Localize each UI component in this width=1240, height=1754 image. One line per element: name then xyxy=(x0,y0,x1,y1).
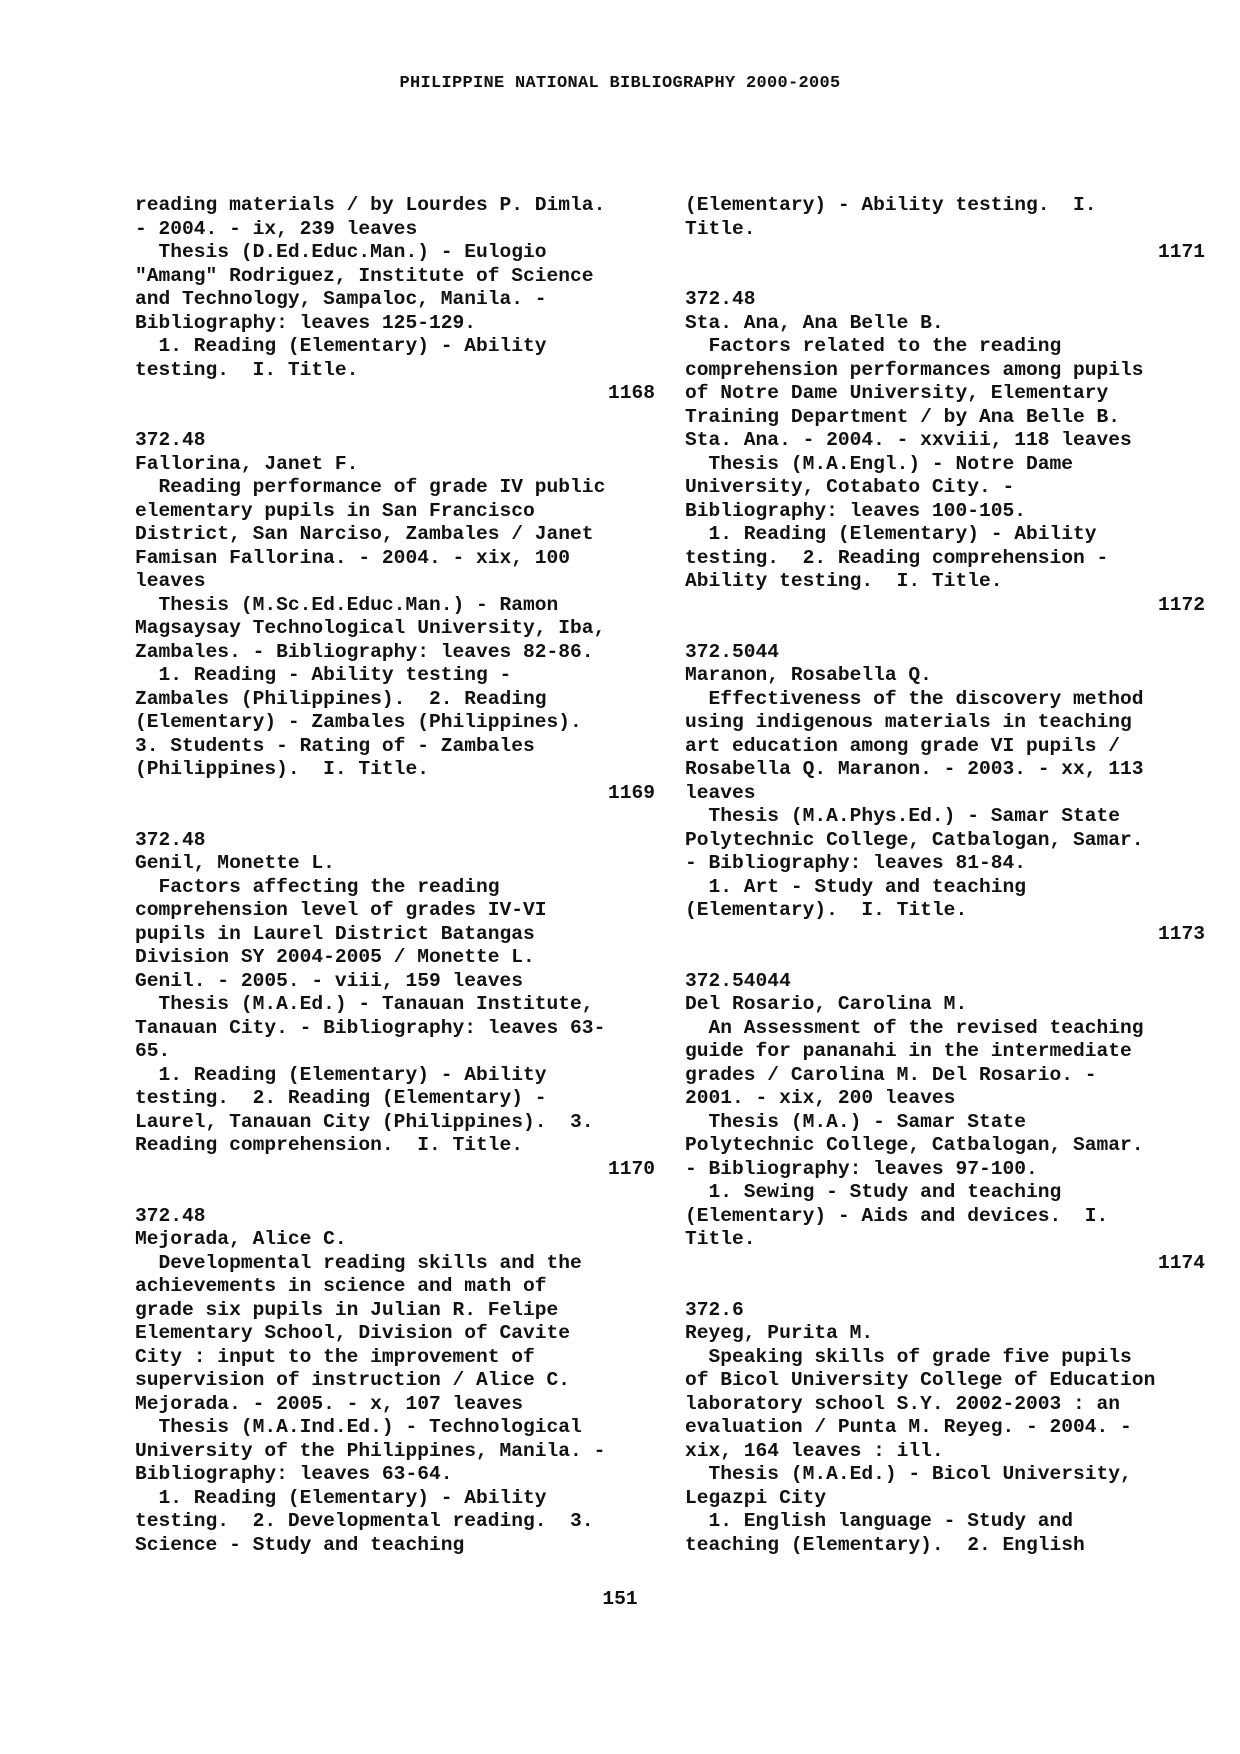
text-line: of Notre Dame University, Elementary xyxy=(685,382,1109,404)
text-line: Factors related to the reading xyxy=(685,335,1062,357)
text-line: Thesis (M.A.Ind.Ed.) - Technological xyxy=(135,1416,582,1438)
text-line: 372.48 xyxy=(135,429,206,451)
text-line: Genil, Monette L. xyxy=(135,852,335,874)
text-line: testing. I. Title. xyxy=(135,358,359,381)
text-line xyxy=(135,406,655,430)
text-line: evaluation / Punta M. Reyeg. - 2004. - xyxy=(685,1416,1132,1438)
text-line: (Elementary) - Ability testing. I. xyxy=(685,194,1097,216)
text-line xyxy=(685,617,1205,641)
text-line: (Philippines). I. Title. xyxy=(135,758,429,780)
text-line: Bibliography: leaves 100-105. xyxy=(685,499,1026,522)
text-line: Laurel, Tanauan City (Philippines). 3. xyxy=(135,1110,594,1133)
left-column xyxy=(135,194,655,1557)
text-line: Bibliography: leaves 63-64. xyxy=(135,1463,453,1485)
text-line: 372.6 xyxy=(685,1298,744,1321)
text-line: City : input to the improvement of xyxy=(135,1345,535,1368)
text-line: Polytechnic College, Catbalogan, Samar. xyxy=(685,1134,1144,1156)
text-line: comprehension performances among pupils xyxy=(685,358,1144,381)
text-line: Mejorada, Alice C. xyxy=(135,1228,347,1250)
text-line: 65. xyxy=(135,1040,171,1062)
text-line: 1. Reading (Elementary) - Ability xyxy=(135,1063,547,1086)
text-line: Thesis (M.A.Phys.Ed.) - Samar State xyxy=(685,805,1121,827)
entry-number: 1171 xyxy=(1157,241,1205,263)
text-line: "Amang" Rodriguez, Institute of Science xyxy=(135,264,594,287)
text-line: reading materials / by Lourdes P. Dimla. xyxy=(135,194,606,216)
text-line: elementary pupils in San Francisco xyxy=(135,499,535,522)
text-line: testing. 2. Reading (Elementary) - xyxy=(135,1087,547,1109)
text-line: grade six pupils in Julian R. Felipe xyxy=(135,1298,559,1321)
text-line: 3. Students - Rating of - Zambales xyxy=(135,734,535,757)
text-line: Mejorada. - 2005. - x, 107 leaves xyxy=(135,1392,524,1415)
text-line: University, Cotabato City. - xyxy=(685,476,1015,498)
text-line: Speaking skills of grade five pupils xyxy=(685,1345,1132,1368)
text-line: 1. Reading (Elementary) - Ability xyxy=(135,1486,547,1509)
text-line: of Bicol University College of Education xyxy=(685,1369,1156,1391)
page-number: 151 xyxy=(602,1588,638,1610)
text-line: leaves xyxy=(135,570,206,592)
text-line xyxy=(135,1181,655,1205)
text-line: Reading performance of grade IV public xyxy=(135,476,606,498)
text-line: Rosabella Q. Maranon. - 2003. - xx, 113 xyxy=(685,758,1144,780)
text-line: Del Rosario, Carolina M. xyxy=(685,993,968,1015)
text-line: Developmental reading skills and the xyxy=(135,1251,582,1274)
entry-number: 1169 xyxy=(607,781,655,804)
text-line: 1. Reading - Ability testing - xyxy=(135,664,512,686)
text-line: using indigenous materials in teaching xyxy=(685,711,1132,733)
text-line: 1. Sewing - Study and teaching xyxy=(685,1181,1062,1203)
text-line: grades / Carolina M. Del Rosario. - xyxy=(685,1063,1097,1086)
text-line: Famisan Fallorina. - 2004. - xix, 100 xyxy=(135,546,571,569)
text-line: Polytechnic College, Catbalogan, Samar. xyxy=(685,828,1144,851)
text-line: pupils in Laurel District Batangas xyxy=(135,922,535,945)
text-line: 1. Reading (Elementary) - Ability xyxy=(135,335,547,357)
text-line: Zambales. - Bibliography: leaves 82-86. xyxy=(135,640,594,663)
text-line: 372.48 xyxy=(135,1204,206,1227)
text-line: - Bibliography: leaves 97-100. xyxy=(685,1157,1038,1180)
text-line: Legazpi City xyxy=(685,1486,827,1509)
text-line: Magsaysay Technological University, Iba, xyxy=(135,617,606,639)
text-line: Thesis (M.Sc.Ed.Educ.Man.) - Ramon xyxy=(135,593,559,616)
text-line: Thesis (M.A.Engl.) - Notre Dame xyxy=(685,452,1074,475)
text-line xyxy=(685,946,1205,970)
text-line: Sta. Ana, Ana Belle B. xyxy=(685,311,944,334)
text-line: - 2004. - ix, 239 leaves xyxy=(135,217,418,240)
text-line: 372.48 xyxy=(135,828,206,851)
text-line xyxy=(135,805,655,829)
right-column xyxy=(685,194,1205,1557)
text-line: and Technology, Sampaloc, Manila. - xyxy=(135,288,547,310)
text-line: leaves xyxy=(685,781,756,804)
text-line: Division SY 2004-2005 / Monette L. xyxy=(135,946,535,968)
text-line: Factors affecting the reading xyxy=(135,875,500,898)
text-line: Title. xyxy=(685,1228,756,1250)
text-line: Reading comprehension. I. Title. xyxy=(135,1134,524,1156)
page-header: PHILIPPINE NATIONAL BIBLIOGRAPHY 2000-2005 xyxy=(399,74,841,93)
entry-number: 1170 xyxy=(607,1157,655,1180)
text-line: Fallorina, Janet F. xyxy=(135,452,359,475)
text-line xyxy=(685,265,1205,289)
text-line: Ability testing. I. Title. xyxy=(685,570,1003,592)
text-line: Reyeg, Purita M. xyxy=(685,1322,874,1344)
text-line: - Bibliography: leaves 81-84. xyxy=(685,852,1026,874)
entry-number: 1173 xyxy=(1157,922,1205,945)
text-line: supervision of instruction / Alice C. xyxy=(135,1369,571,1391)
entry-number: 1174 xyxy=(1157,1251,1205,1274)
text-line: laboratory school S.Y. 2002-2003 : an xyxy=(685,1392,1121,1415)
text-line: Genil. - 2005. - viii, 159 leaves xyxy=(135,969,524,992)
text-line: Effectiveness of the discovery method xyxy=(685,687,1144,710)
text-line: Elementary School, Division of Cavite xyxy=(135,1322,571,1344)
text-line: Title. xyxy=(685,217,756,240)
text-line: teaching (Elementary). 2. English xyxy=(685,1533,1085,1556)
text-line: Bibliography: leaves 125-129. xyxy=(135,311,476,334)
entry-number: 1172 xyxy=(1157,593,1205,616)
entry-number: 1168 xyxy=(607,382,655,404)
text-line: Tanauan City. - Bibliography: leaves 63- xyxy=(135,1016,606,1039)
text-line: Maranon, Rosabella Q. xyxy=(685,664,932,686)
text-line: 1. Reading (Elementary) - Ability xyxy=(685,523,1097,545)
text-line: Thesis (M.A.Ed.) - Bicol University, xyxy=(685,1463,1132,1485)
text-line: achievements in science and math of xyxy=(135,1275,547,1297)
text-line: 1. Art - Study and teaching xyxy=(685,875,1026,898)
text-line: Sta. Ana. - 2004. - xxviii, 118 leaves xyxy=(685,429,1132,451)
text-line: (Elementary) - Aids and devices. I. xyxy=(685,1204,1109,1227)
text-line: guide for pananahi in the intermediate xyxy=(685,1040,1132,1062)
text-line: Thesis (M.A.Ed.) - Tanauan Institute, xyxy=(135,993,594,1015)
text-line: Zambales (Philippines). 2. Reading xyxy=(135,687,547,710)
text-line: (Elementary) - Zambales (Philippines). xyxy=(135,711,582,733)
text-line: 372.48 xyxy=(685,288,756,310)
text-line: 372.54044 xyxy=(685,969,791,992)
text-line: 1. English language - Study and xyxy=(685,1510,1074,1532)
text-line: 372.5044 xyxy=(685,640,780,663)
text-line: art education among grade VI pupils / xyxy=(685,734,1121,757)
text-line: testing. 2. Reading comprehension - xyxy=(685,546,1109,569)
text-line: University of the Philippines, Manila. - xyxy=(135,1439,606,1462)
text-line: xix, 164 leaves : ill. xyxy=(685,1439,944,1462)
text-line: (Elementary). I. Title. xyxy=(685,899,968,921)
text-line: An Assessment of the revised teaching xyxy=(685,1016,1144,1039)
text-line: Training Department / by Ana Belle B. xyxy=(685,405,1121,428)
text-line xyxy=(685,1275,1205,1299)
text-line: 2001. - xix, 200 leaves xyxy=(685,1087,956,1109)
text-line: testing. 2. Developmental reading. 3. xyxy=(135,1510,594,1532)
text-line: Thesis (M.A.) - Samar State xyxy=(685,1110,1026,1133)
text-line: comprehension level of grades IV-VI xyxy=(135,899,547,921)
text-line: District, San Narciso, Zambales / Janet xyxy=(135,523,594,545)
text-line: Science - Study and teaching xyxy=(135,1533,465,1556)
text-line: Thesis (D.Ed.Educ.Man.) - Eulogio xyxy=(135,241,547,263)
